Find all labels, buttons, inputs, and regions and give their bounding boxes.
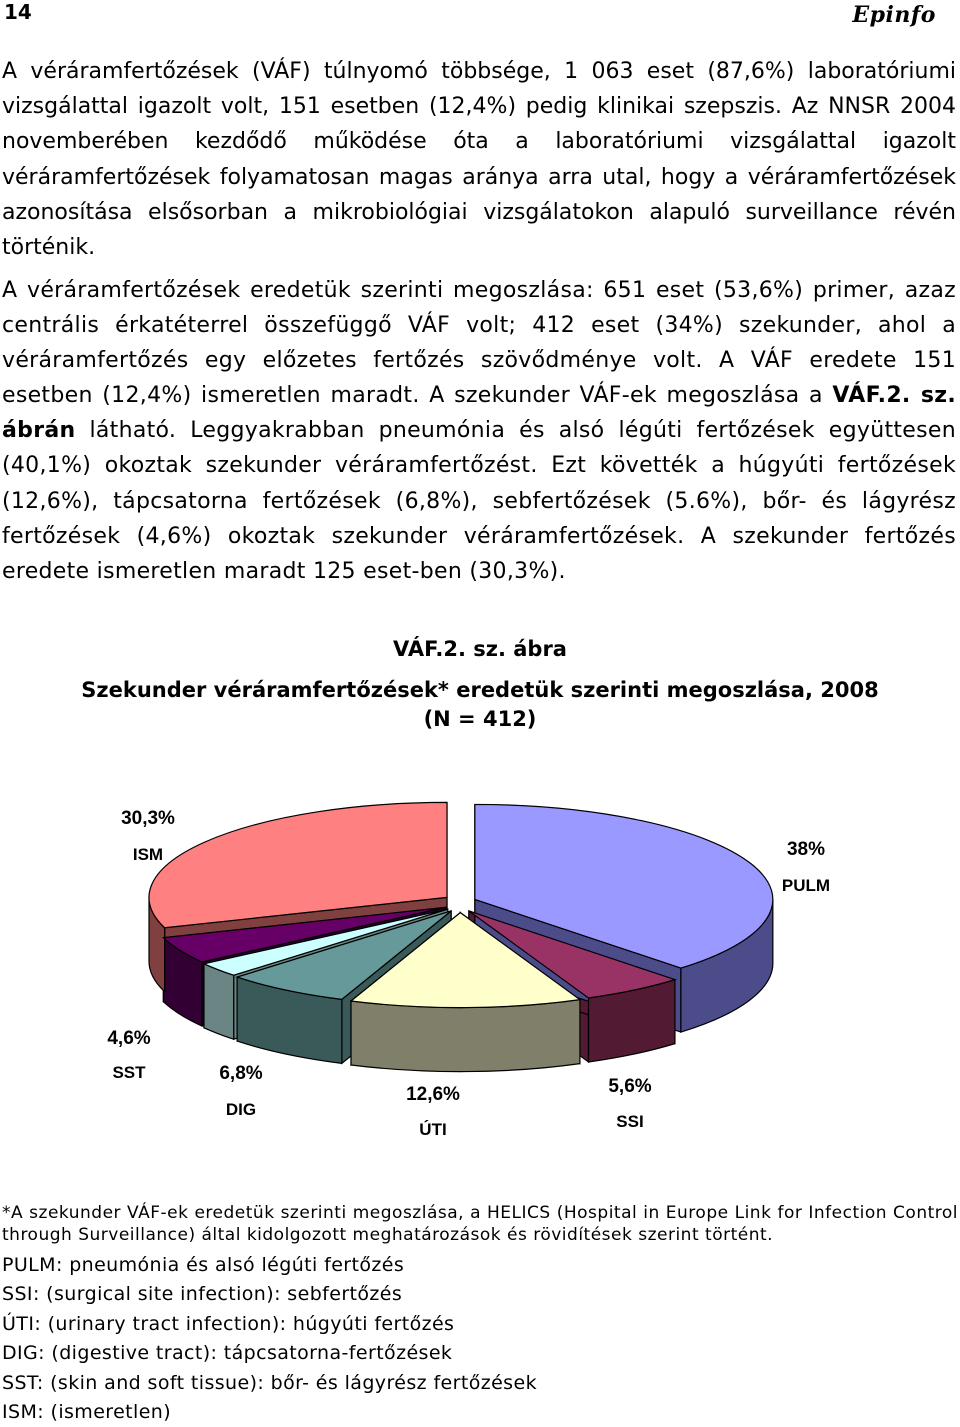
slice-code-sst: SST — [112, 1063, 146, 1082]
slice-code-ssi: SSI — [616, 1112, 644, 1131]
slice-percent-uti: 12,6% — [406, 1084, 460, 1105]
slice-percent-pulm: 38% — [786, 839, 826, 860]
figure-title — [0, 676, 960, 734]
paragraph-1: A véráramfertőzések (VÁF) túlnyomó többsége, 1 063 eset (87,6%) laboratóriumi vizsgálattal igazolt volt, 151 esetben (12,4%) pedig klinikai szepszis. Az NNSR 2004 novemberében kezdődő működése óta a laboratóriumi vizsgálattal igazolt véráramfertőzések folyamatosan magas aránya arra utal, hogy a véráramfertőzések azonosítása elsősorban a mikrobiológiai vizsgálatokon alapuló surveillance révén történik. — [2, 59, 956, 261]
slice-code-uti: ÚTI — [419, 1120, 447, 1139]
abbreviation-text: : (urinary tract infection): húgyúti fertőzés — [34, 1312, 455, 1335]
abbreviation-list — [2, 1251, 537, 1427]
abbreviation-code: ÚTI — [2, 1312, 35, 1335]
abbreviation-uti — [2, 1310, 537, 1339]
paragraph-2-part-b: látható. Leggyakrabban pneumónia és alsó légúti fertőzések együttesen (40,1%) okoztak szekunder véráramfertőzést. Ezt követték a húgyúti fertőzések (12,6%), tápcsatorna fertőzések (6,8%), sebfertőzések (5.6%), bőr- és lágyrész fertőzések (4,6%) okoztak szekunder véráramfertőzések. A szekunder fertőzés eredete ismeretlen maradt 125 eset-ben (30,3%). — [2, 418, 956, 584]
abbreviation-text: : (skin and soft tissue): bőr- és lágyrész fertőzések — [36, 1371, 537, 1394]
chart-footnote: *A szekunder VÁF-ek eredetük szerinti megoszlása, a HELICS (Hospital in Europe Link for Infection Control through Surveillance) által kidolgozott meghatározások és rövidítések szerint történt. — [2, 1203, 958, 1245]
pie-side-uti — [351, 1000, 580, 1072]
page-number: 14 — [4, 0, 32, 24]
slice-code-ism: ISM — [132, 845, 164, 864]
slice-percent-ism: 30,3% — [121, 808, 175, 829]
abbreviation-code: SST — [2, 1371, 37, 1394]
abbreviation-text: : (digestive tract): tápcsatorna-fertőzések — [38, 1342, 453, 1365]
abbreviation-sst — [2, 1369, 537, 1398]
pie-side-unlabeled — [204, 964, 234, 1039]
abbreviation-code: PULM — [2, 1254, 56, 1276]
figure-title-line-1: Szekunder véráramfertőzések* eredetük szerinti megoszlása, 2008 — [81, 678, 879, 702]
pie-chart — [0, 780, 960, 1180]
figure-label: VÁF.2. sz. ábra — [393, 637, 567, 661]
abbreviation-code: DIG — [2, 1342, 39, 1365]
abbreviation-text: : (ismeretlen) — [37, 1401, 172, 1424]
epinfo-logo: Epinfo — [852, 2, 936, 28]
abbreviation-code: SSI — [2, 1283, 33, 1306]
slice-code-dig: DIG — [225, 1100, 257, 1119]
abbreviation-ssi — [2, 1280, 537, 1309]
abbreviation-code: ISM — [2, 1401, 38, 1424]
abbreviation-dig — [2, 1339, 537, 1368]
slice-code-pulm: PULM — [781, 876, 831, 895]
abbreviation-text: : (surgical site infection): sebfertőzés — [32, 1283, 403, 1306]
figure-reference: VÁF.2. sz. ábrán — [2, 383, 957, 444]
slice-percent-dig: 6,8% — [219, 1063, 263, 1084]
abbreviation-text: : pneumónia és alsó légúti fertőzés — [55, 1254, 405, 1276]
paragraph-2 — [2, 273, 956, 589]
slice-percent-sst: 4,6% — [107, 1028, 151, 1049]
paragraph-2-part-a: A véráramfertőzések eredetük szerinti megoszlása: 651 eset (53,6%) primer, azaz centrális érkatéterrel összefüggő VÁF volt; 412 eset (34%) szekunder, ahol a véráramfertőzés egy előzetes fertőzés szövődménye volt. A VÁF eredete 151 esetben (12,4%) ismeretlen maradt. A szekunder VÁF-ek megoszlása a — [2, 278, 956, 409]
abbreviation-pulm — [2, 1251, 537, 1280]
figure-title-line-2: (N = 412) — [423, 707, 537, 731]
slice-percent-ssi: 5,6% — [608, 1076, 652, 1097]
